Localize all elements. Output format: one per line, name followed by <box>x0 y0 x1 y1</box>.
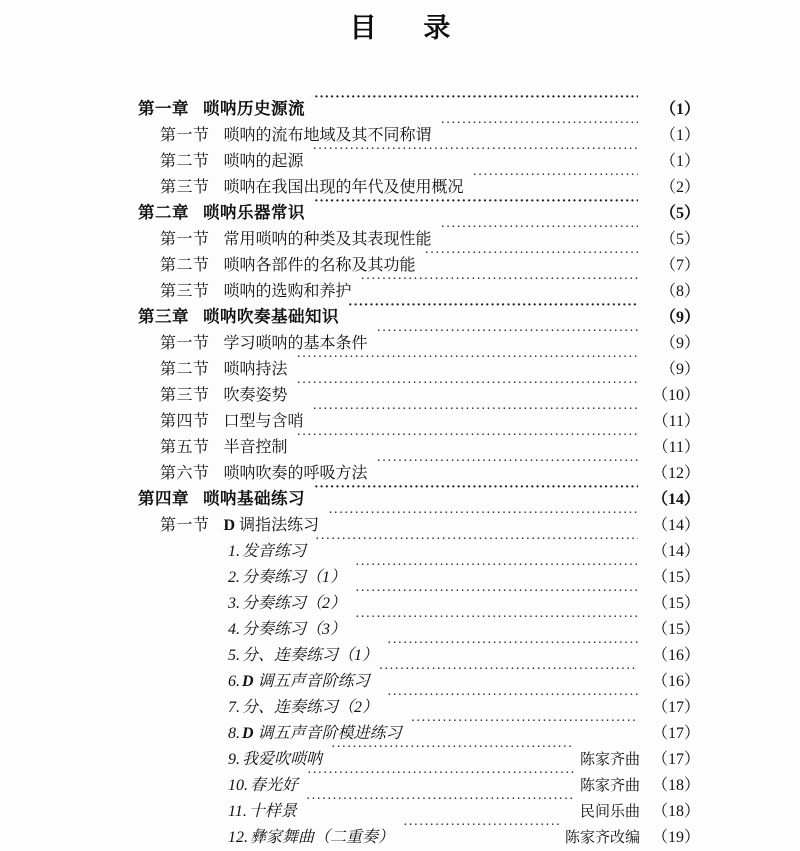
toc-entry-page-number: （11） <box>652 439 700 456</box>
dot-leader <box>361 270 638 296</box>
toc-entry-page-number: （15） <box>651 569 700 586</box>
dot-leader <box>441 114 638 140</box>
toc-entry-title: 分奏练习（3） <box>242 621 347 638</box>
toc-entry-title: 春光好 <box>250 777 299 794</box>
toc-entry-label: 第三章 <box>138 307 189 326</box>
toc-entry-page-number: （7） <box>659 257 700 274</box>
toc-entry-page-number: （17） <box>651 725 700 742</box>
toc-entry-title: 唢呐的选购和养护 <box>223 283 352 300</box>
dot-leader <box>348 296 638 322</box>
toc-entry-title: 唢呐乐器常识 <box>203 203 305 222</box>
toc-entry-page-number: （8） <box>659 283 700 300</box>
toc-entry-title: 十样景 <box>248 803 297 820</box>
toc-entry-title: 常用唢呐的种类及其表现性能 <box>223 231 432 248</box>
toc-entry-page-number: （16） <box>651 647 700 664</box>
toc-entry-title: 半音控制 <box>223 439 288 456</box>
toc-entry-label: 第一节 <box>160 231 210 248</box>
toc-entry-label: 4. <box>228 621 240 638</box>
toc-entry-label: 第三节 <box>160 179 210 196</box>
dot-leader <box>314 478 638 504</box>
toc-entry-label: 第二节 <box>160 257 210 274</box>
toc-entry-page-number: （17） <box>651 751 700 768</box>
toc-entry-title: 发音练习 <box>242 543 307 560</box>
dot-leader <box>315 530 638 556</box>
toc-entry-label: 第一节 <box>160 127 210 144</box>
toc-entry-page-number: （2） <box>659 179 700 196</box>
toc-entry-page-number: （15） <box>651 621 700 638</box>
toc-entry-label: 8. <box>228 725 240 742</box>
dot-leader <box>313 400 638 426</box>
toc-entry-page-number: （9） <box>659 335 700 352</box>
toc-entry-title: 学习唢呐的基本条件 <box>223 335 368 352</box>
toc-entry-label: 3. <box>228 595 240 612</box>
toc-entry-credit: 民间乐曲 <box>579 803 640 820</box>
toc-entry-label: 5. <box>228 647 240 664</box>
toc-entry-credit: 陈家齐曲 <box>579 751 640 768</box>
toc-entry-page-number: （15） <box>651 595 700 612</box>
toc-entry-title: 唢呐吹奏的呼吸方法 <box>223 465 368 482</box>
toc-entry-credit: 陈家齐改编 <box>564 829 640 846</box>
toc-entry-page-number: （12） <box>651 465 700 482</box>
dot-leader <box>377 322 638 348</box>
dot-leader <box>314 192 638 218</box>
toc-entry-page-number: （5） <box>659 205 700 222</box>
toc-entry-title: 彝家舞曲（二重奏） <box>250 829 395 846</box>
toc-entry-title: 我爱吹唢呐 <box>242 751 323 768</box>
dot-leader <box>403 816 559 842</box>
toc-entry-title: 唢呐基础练习 <box>203 489 305 508</box>
toc-entry-label: 第四章 <box>138 489 189 508</box>
toc-entry-page-number: （1） <box>659 153 700 170</box>
dot-leader <box>331 738 574 764</box>
dot-leader <box>411 712 638 738</box>
toc-entry-page-number: （9） <box>659 361 700 378</box>
toc-entry-label: 12. <box>228 829 248 846</box>
toc-entry-title: 唢呐持法 <box>223 361 288 378</box>
toc-entry-page-number: （14） <box>651 491 700 508</box>
toc-entry-page-number: （18） <box>651 777 700 794</box>
toc-entry-title: 唢呐在我国出现的年代及使用概况 <box>223 179 464 196</box>
toc-entry-label: 第二节 <box>160 153 210 170</box>
dot-leader <box>387 634 638 660</box>
toc-entry-label: 第一节 <box>160 517 210 534</box>
dot-leader <box>425 244 638 270</box>
dot-leader <box>377 452 638 478</box>
page-title: 目 录 <box>349 13 471 43</box>
toc-entry-title: D 调五声音阶模进练习 <box>242 725 402 742</box>
toc-entry-title: 唢呐的起源 <box>223 153 304 170</box>
toc-entry-label: 9. <box>228 751 240 768</box>
toc-entry-title: 唢呐吹奏基础知识 <box>203 307 339 326</box>
dot-leader <box>297 374 638 400</box>
toc-entry-title: 分、连奏练习（2） <box>242 699 379 716</box>
toc-entry-label: 第一章 <box>138 99 189 118</box>
toc-entry-page-number: （18） <box>651 803 700 820</box>
table-of-contents <box>0 88 800 846</box>
dot-leader <box>387 686 638 712</box>
toc-entry-page-number: （19） <box>651 829 700 846</box>
toc-entry-page-number: （11） <box>652 413 700 430</box>
toc-entry-title: 分奏练习（1） <box>242 569 347 586</box>
toc-entry-title: D 调指法练习 <box>223 517 320 534</box>
toc-entry-label: 1. <box>228 543 240 560</box>
toc-entry-page-number: （14） <box>651 543 700 560</box>
toc-entry-page-number: （14） <box>651 517 700 534</box>
dot-leader <box>355 608 638 634</box>
toc-entry-credit: 陈家齐曲 <box>579 777 640 794</box>
toc-entry-title: 分、连奏练习（1） <box>242 647 379 664</box>
toc-entry-page-number: （1） <box>659 127 700 144</box>
toc-entry-page-number: （10） <box>651 387 700 404</box>
dot-leader <box>307 764 574 790</box>
dot-leader <box>313 140 638 166</box>
toc-entry-title: D 调五声音阶练习 <box>242 673 370 690</box>
toc-entry-label: 10. <box>228 777 248 794</box>
dot-leader <box>328 504 638 530</box>
dot-leader <box>306 790 574 816</box>
toc-entry-page-number: （9） <box>659 309 700 326</box>
toc-entry-label: 第五节 <box>160 439 210 456</box>
toc-entry-label: 第二章 <box>138 203 189 222</box>
toc-entry-page-number: （1） <box>659 101 700 118</box>
toc-entry-label: 第一节 <box>160 335 210 352</box>
toc-entry-label: 7. <box>228 699 240 716</box>
toc-entry-title: 分奏练习（2） <box>242 595 347 612</box>
toc-entry-title: 唢呐历史源流 <box>203 99 305 118</box>
toc-entry-label: 6. <box>228 673 240 690</box>
toc-entry-label: 第六节 <box>160 465 210 482</box>
toc-entry-label: 第三节 <box>160 387 210 404</box>
toc-entry-page-number: （17） <box>651 699 700 716</box>
dot-leader <box>355 582 638 608</box>
toc-entry-title: 唢呐的流布地域及其不同称谓 <box>223 127 432 144</box>
dot-leader <box>473 166 638 192</box>
toc-entry-page-number: （16） <box>651 673 700 690</box>
toc-entry-title: 唢呐各部件的名称及其功能 <box>223 257 416 274</box>
dot-leader <box>379 660 638 686</box>
toc-entry-label: 11. <box>228 803 247 820</box>
toc-entry-title: 口型与含哨 <box>223 413 304 430</box>
dot-leader <box>355 556 638 582</box>
dot-leader <box>297 348 638 374</box>
toc-entry-title: 吹奏姿势 <box>223 387 288 404</box>
dot-leader <box>314 88 638 114</box>
toc-entry-label: 2. <box>228 569 240 586</box>
dot-leader <box>297 426 638 452</box>
toc-entry-label: 第三节 <box>160 283 210 300</box>
dot-leader <box>441 218 638 244</box>
toc-entry-page-number: （5） <box>659 231 700 248</box>
toc-entry-label: 第四节 <box>160 413 210 430</box>
toc-entry[interactable] <box>0 88 800 118</box>
toc-entry-label: 第二节 <box>160 361 210 378</box>
